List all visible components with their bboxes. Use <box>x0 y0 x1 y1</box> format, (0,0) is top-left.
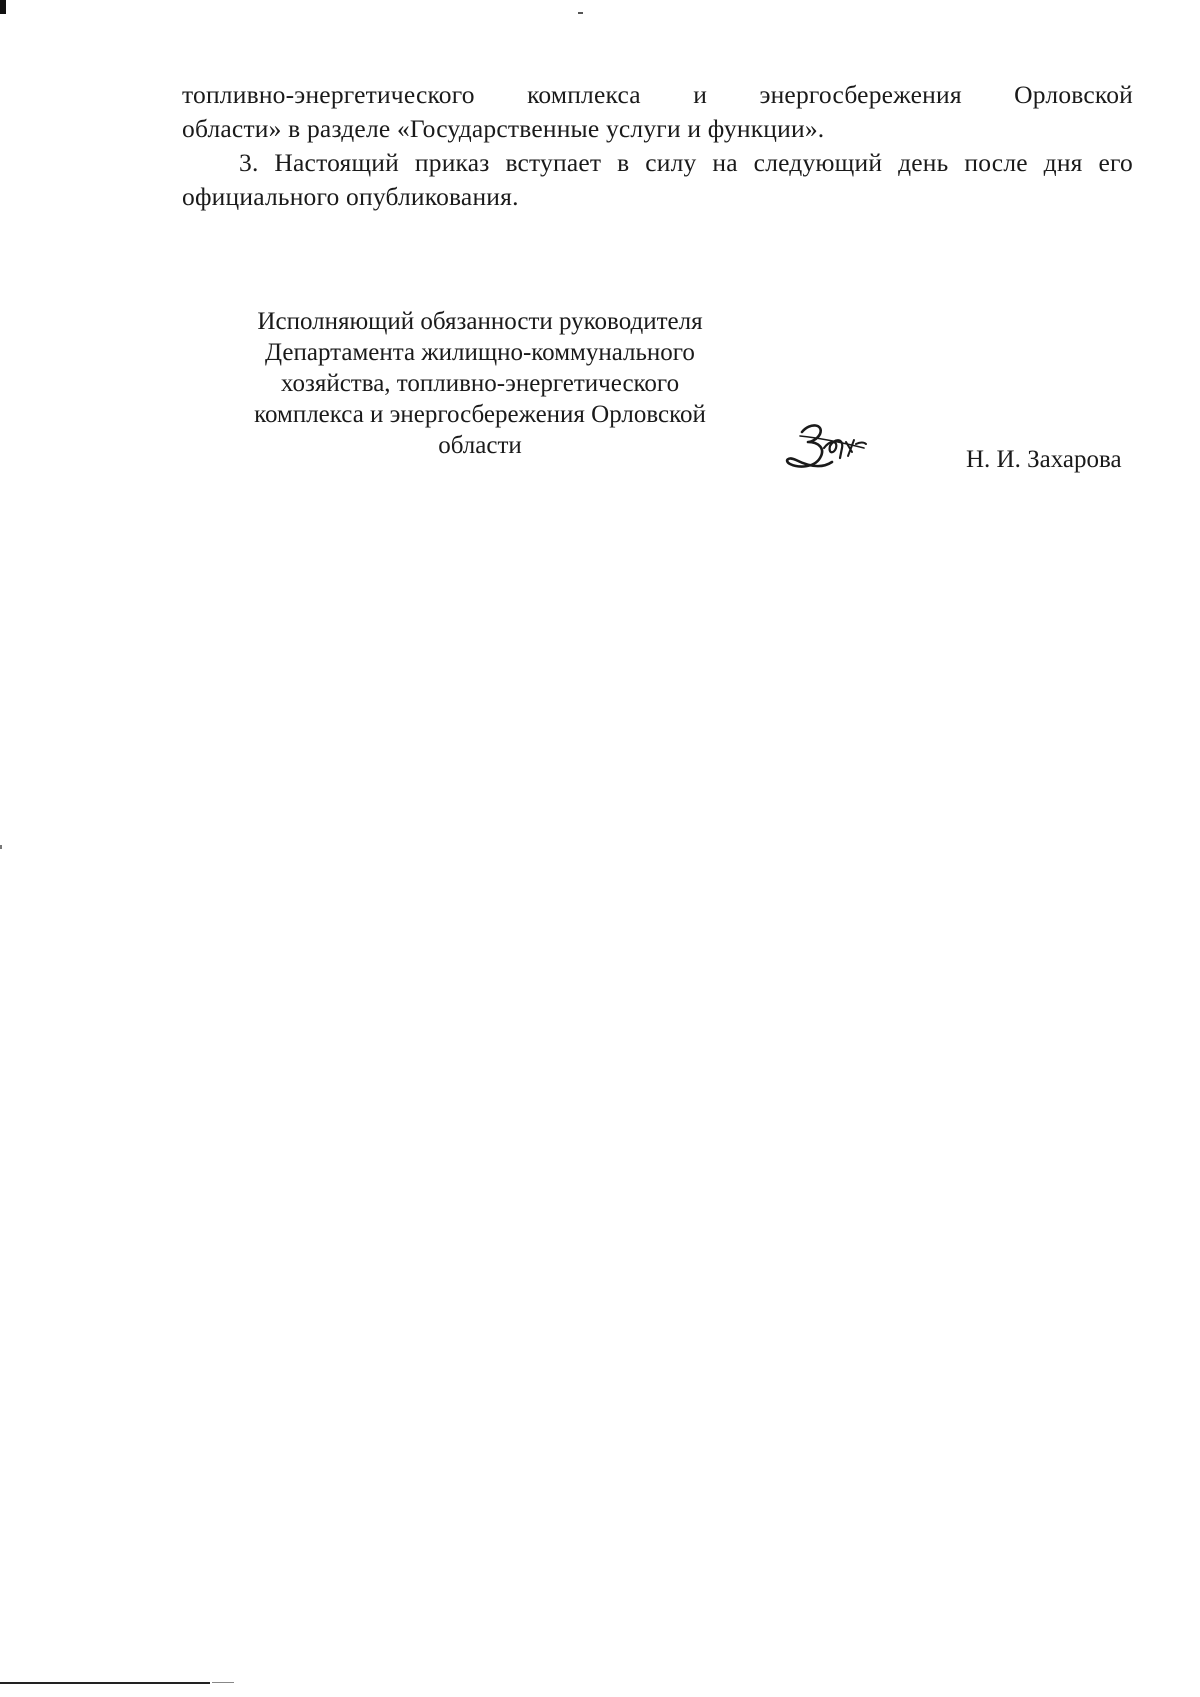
paragraph-2: 3. Настоящий приказ вступает в силу на следующий день после дня его официального опубликования. <box>182 148 1133 211</box>
scan-artifact-bottom-line <box>0 1682 210 1684</box>
position-line-2: Департамента жилищно-коммунального <box>265 339 695 366</box>
scan-artifact-dot <box>578 12 583 14</box>
paragraph-1-line-1: топливно-энергетического комплекса и энергосбережения Орловской <box>182 80 1133 109</box>
position-line-1: Исполняющий обязанности руководителя <box>257 308 703 335</box>
handwritten-signature-icon <box>780 418 880 480</box>
position-line-4: комплекса и энергосбережения Орловской <box>254 401 706 428</box>
paragraph-1-line-2: области» в разделе «Государственные услуги и функции». <box>182 114 825 143</box>
position-line-5: области <box>438 432 522 459</box>
signer-name: Н. И. Захарова <box>966 446 1122 473</box>
signatory-position <box>210 306 750 461</box>
body-text <box>182 78 1133 214</box>
scan-artifact-bottom-line-tail <box>212 1682 234 1683</box>
scan-artifact-corner <box>0 0 6 14</box>
scan-artifact-edge <box>0 845 2 849</box>
position-line-3: хозяйства, топливно-энергетического <box>280 370 680 397</box>
